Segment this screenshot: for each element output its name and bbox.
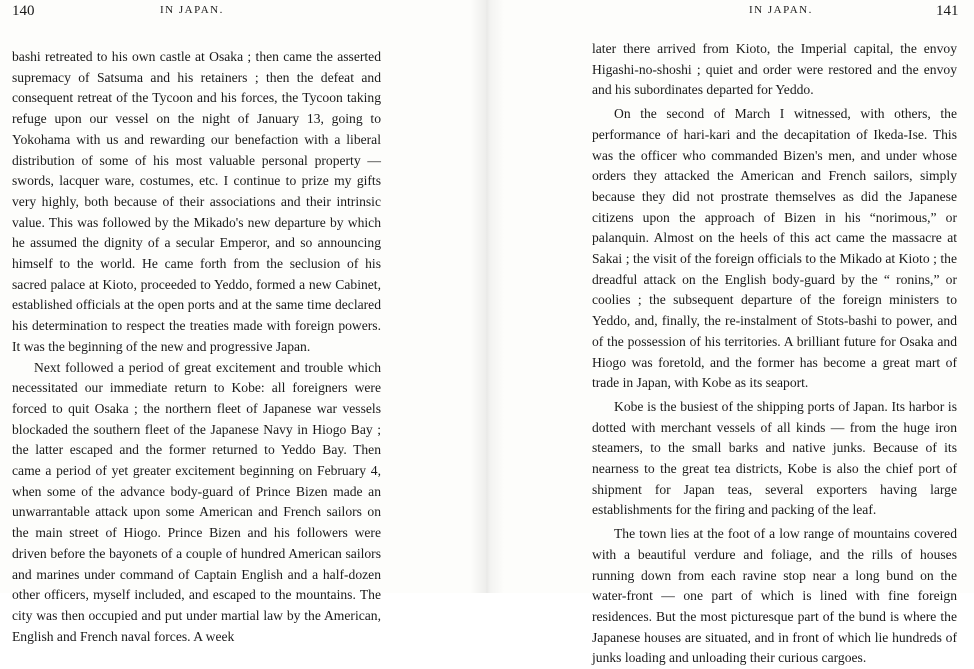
paragraph: bashi retreated to his own castle at Osaka ; then came the asserted supremacy of Satsuma and his retainers ; then the defeat and consequent retreat of the Tycoon and his forces, the Tycoon taking refuge upon our vessel on the night of January 13, going to Yokohama with us and rewarding our benefaction with a liberal distribution of some of his most valuable personal property — swords, lacquer ware, costumes, etc. I continue to prize my gifts very highly, both because of their associations and their intrinsic value. This was followed by the Mikado's new departure by which he assumed the dignity of a secular Emperor, and so announcing himself to the world. He came forth from the seclusion of his sacred palace at Kioto, proceeded to Yeddo, formed a new Cabinet, established officials at the open ports and at the same time declared his determination to respect the treaties made with foreign powers. It was the beginning of the new and progressive Japan.	[12, 49, 381, 354]
paragraph: Next followed a period of great excitement and trouble which necessitated our immediate return to Kobe: all foreigners were forced to quit Osaka ; the northern fleet of Japanese war vessels blockaded the southern fleet of the Japanese Navy in Hiogo Bay ; the latter escaped and the former returned to Yeddo Bay. Then came a period of yet greater excitement beginning on February 4, when some of the advance body-guard of Prince Bizen made an unwarrantable attack upon some American and French sailors on the main street of Hiogo. Prince Bizen and his followers were driven before the bayonets of a couple of hundred American sailors and marines under command of Captain English and a half-dozen other officers, myself included, and escaped to the mountains. The city was then occupied and put under martial law by the American, English and French naval forces. A week	[12, 359, 381, 644]
paragraph: Kobe is the busiest of the shipping ports of Japan. Its harbor is dotted with merchant vessels of all kinds — from the huge iron steamers, to the small barks and native junks. Because of its nearness to the great tea districts, Kobe is also the chief port of shipment for Japan teas, several exporters having large establishments for the firing and packing of the leaf.	[592, 398, 957, 518]
page-number-right: 141	[936, 3, 959, 19]
running-head-right: IN JAPAN.	[749, 4, 813, 16]
left-page	[0, 0, 487, 644]
paragraph: On the second of March I witnessed, with others, the performance of hari-kari and the decapitation of Ikeda-Ise. This was the officer who commanded Bizen's men, and under whose orders they attacked the American and French sailors, simply because they did not prostrate themselves as did the Japanese citizens upon the approach of Bizen in his “norimous,” or palanquin. Almost on the heels of this act came the massacre at Sakai ; the visit of the foreign officials to the Mikado at Kioto ; the dreadful attack on the English body-guard by the “ ronins,” or coolies ; the subsequent departure of the foreign ministers to Yeddo, and, finally, the re-instalment of Stots-bashi to power, and of the possession of his territories. A brilliant future for Osaka and Hiogo was foretold, and the former has become a great mart of trade in Japan, with Kobe as its seaport.	[592, 106, 957, 391]
left-page-body	[12, 47, 381, 647]
right-page-body	[592, 39, 957, 669]
paragraph: later there arrived from Kioto, the Imperial capital, the envoy Higashi-no-shoshi ; quiet and order were restored and the envoy and his subordinates departed for Yeddo.	[592, 41, 957, 98]
paragraph: The town lies at the foot of a low range of mountains covered with a beautiful verdure and foliage, and the rills of houses running down from each ravine stop near a long bund on the water-front — one part of which is lined with fine foreign residences. But the most picturesque part of the bund is where the Japanese houses are situated, and in front of which lie hundreds of junks loading and unloading their curious cargoes.	[592, 526, 957, 666]
page-number-left: 140	[12, 3, 35, 19]
running-head-left: IN JAPAN.	[160, 4, 224, 16]
right-page	[487, 0, 974, 666]
